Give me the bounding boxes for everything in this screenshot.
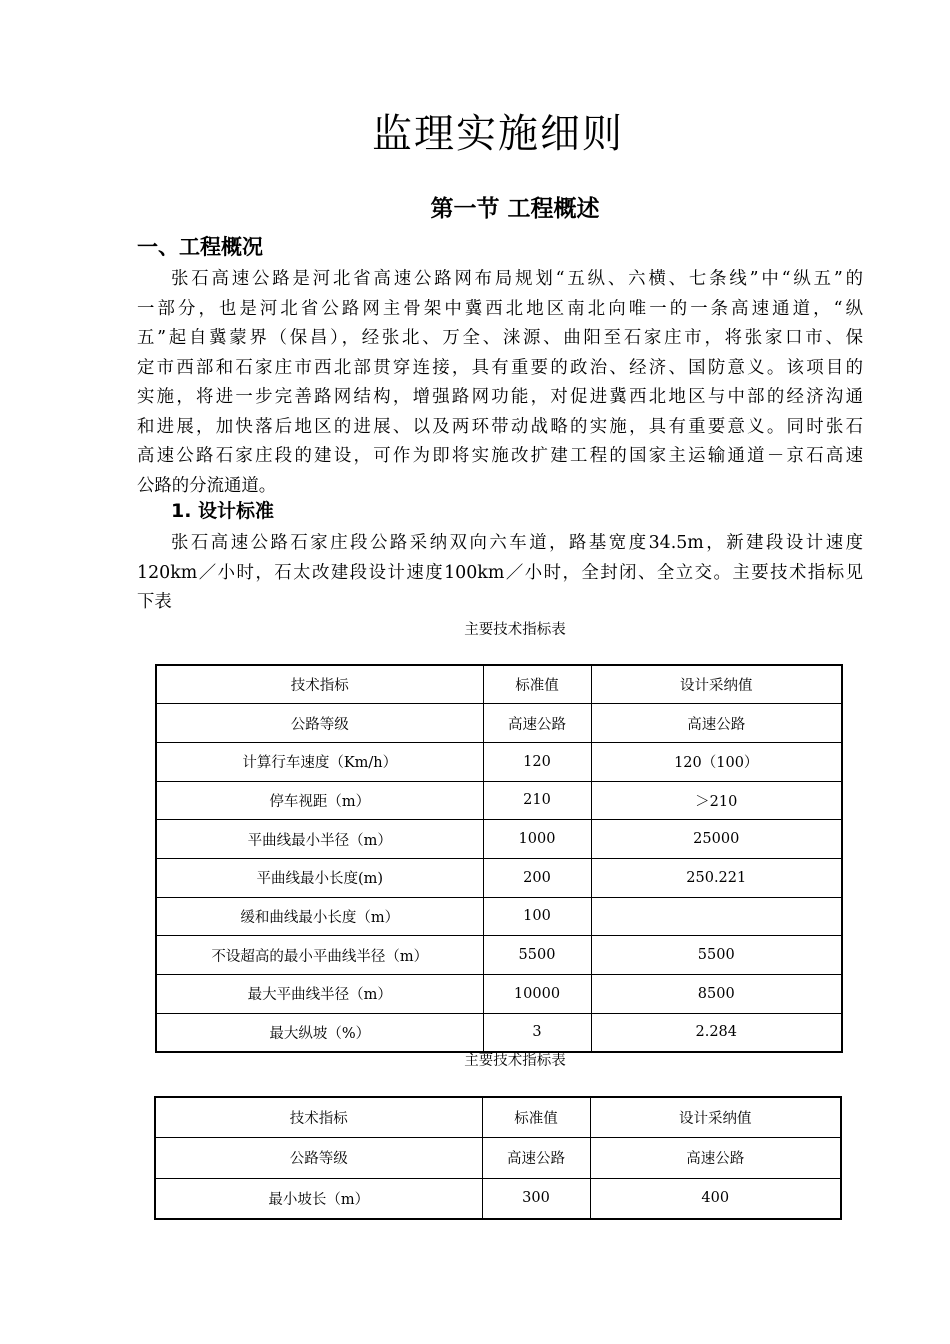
table-cell: 120	[483, 742, 591, 781]
section-title: 第一节 工程概述	[430, 196, 600, 222]
table-cell: 5500	[483, 936, 591, 975]
table-cell: ＞210	[591, 781, 842, 820]
table-cell: 25000	[591, 820, 842, 859]
technical-indicators-table-2	[154, 1096, 842, 1220]
paragraph-line: 高速公路石家庄段的建设，可作为即将实施改扩建工程的国家主运输通道－京石高速	[137, 446, 863, 466]
table-cell: 2.284	[591, 1013, 842, 1052]
paragraph-line: 五”起自冀蒙界（保昌），经张北、万全、涞源、曲阳至石家庄市，将张家口市、保	[137, 328, 863, 348]
table-cell: 公路等级	[155, 1138, 482, 1179]
table-cell: 高速公路	[590, 1138, 841, 1179]
paragraph-line: 定市西部和石家庄市西北部贯穿连接，具有重要的政治、经济、国防意义。该项目的	[137, 357, 863, 378]
document-title: 监理实施细则	[372, 111, 624, 157]
paragraph-design-standard	[137, 529, 863, 618]
paragraph-line: 下表	[137, 592, 172, 612]
table-row	[156, 704, 842, 743]
table-cell: 高速公路	[591, 704, 842, 743]
table-row	[156, 742, 842, 781]
header-cell: 设计采纳值	[590, 1097, 841, 1138]
paragraph-line: 120km／小时，石太改建段设计速度100km／小时，全封闭、全立交。主要技术指标见	[137, 562, 863, 583]
table-cell: 最大平曲线半径（m）	[156, 975, 483, 1014]
header-cell: 技术指标	[156, 665, 483, 704]
table-cell: 100	[483, 897, 591, 936]
paragraph-line: 公路的分流通道。	[137, 475, 277, 496]
paragraph-line: 实施，将进一步完善路网结构，增强路网功能，对促进冀西北地区与中部的经济沟通	[137, 387, 863, 407]
paragraph-line: 和进展，加快落后地区的进展、以及两环带动战略的实施，具有重要意义。同时张石	[137, 416, 863, 437]
table-cell: 1000	[483, 820, 591, 859]
heading-project-overview: 一、工程概况	[137, 235, 263, 259]
paragraph-line: 一部分，也是河北省公路网主骨架中冀西北地区南北向唯一的一条高速通道，“纵	[137, 298, 863, 319]
table-row	[155, 1138, 841, 1179]
table-row	[156, 936, 842, 975]
table-cell: 计算行车速度（Km/h）	[156, 742, 483, 781]
table-cell: 8500	[591, 975, 842, 1014]
heading-design-standard: 1. 设计标准	[171, 500, 275, 522]
table-cell: 250.221	[591, 858, 842, 897]
table-cell: 平曲线最小半径（m）	[156, 820, 483, 859]
table-row	[156, 1013, 842, 1052]
table-cell: 210	[483, 781, 591, 820]
table-cell: 最小坡长（m）	[155, 1178, 482, 1219]
table-1-caption: 主要技术指标表	[464, 622, 566, 638]
technical-indicators-table-1	[155, 664, 843, 1053]
table-cell: 3	[483, 1013, 591, 1052]
table-cell: 公路等级	[156, 704, 483, 743]
table-cell: 最大纵坡（%）	[156, 1013, 483, 1052]
header-cell: 标准值	[482, 1097, 590, 1138]
header-cell: 标准值	[483, 665, 591, 704]
table-cell: 平曲线最小长度(m)	[156, 858, 483, 897]
table-2-caption: 主要技术指标表	[464, 1053, 566, 1069]
paragraph-project-overview	[137, 265, 863, 501]
table-row	[156, 781, 842, 820]
table-cell: 不设超高的最小平曲线半径（m）	[156, 936, 483, 975]
table-row	[155, 1178, 841, 1219]
header-cell: 设计采纳值	[591, 665, 842, 704]
table-row	[156, 858, 842, 897]
header-cell: 技术指标	[155, 1097, 482, 1138]
table-row	[156, 820, 842, 859]
paragraph-line: 张石高速公路是河北省高速公路网布局规划“五纵、六横、七条线”中“纵五”的	[171, 269, 863, 289]
table-header-row	[156, 665, 842, 704]
table-header-row	[155, 1097, 841, 1138]
paragraph-line: 张石高速公路石家庄段公路采纳双向六车道，路基宽度34.5m，新建段设计速度	[171, 533, 863, 553]
table-cell: 缓和曲线最小长度（m）	[156, 897, 483, 936]
table-cell: 120（100）	[591, 742, 842, 781]
table-cell: 高速公路	[483, 704, 591, 743]
table-cell: 停车视距（m）	[156, 781, 483, 820]
table-cell: 高速公路	[482, 1138, 590, 1179]
table-cell: 10000	[483, 975, 591, 1014]
table-cell	[591, 897, 842, 936]
table-row	[156, 897, 842, 936]
table-cell: 200	[483, 858, 591, 897]
table-cell: 400	[590, 1178, 841, 1219]
table-cell: 5500	[591, 936, 842, 975]
table-row	[156, 975, 842, 1014]
table-cell: 300	[482, 1178, 590, 1219]
